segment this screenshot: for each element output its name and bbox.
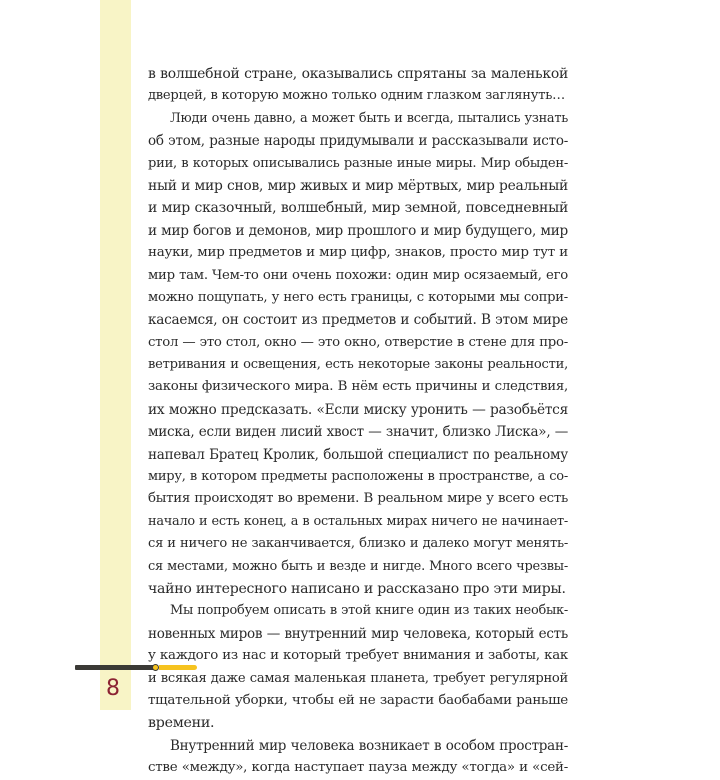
text-line: Внутренний мир человека возникает в особом простран- [170,737,568,754]
text-line: касаемся, он состоит из предметов и событий. В этом мире [148,312,568,329]
text-line: начало и есть конец, а в остальных мирах ничего не начинает- [148,513,568,529]
text-line: и мир богов и демонов, мир прошлого и мир будущего, мир [148,222,568,239]
footer-bar-accent-segment [159,665,197,670]
text-line: бытия происходят во времени. В реальном мире у всего есть [148,491,568,507]
text-line: ся местами, можно быть и везде и нигде. Много всего чрезвы- [148,558,568,574]
text-line: у каждого из нас и который требует внимания и заботы, как [148,648,568,664]
text-line: стве «между», когда наступает пауза между «тогда» и «сей- [148,760,568,776]
text-line: и мир сказочный, волшебный, мир земной, повседневный [148,200,568,217]
text-line: ветривания и освещения, есть некоторые законы реальности, [148,357,568,373]
text-line: об этом, разные народы придумывали и рассказывали исто- [148,133,568,150]
text-line: науки, мир предметов и мир цифр, знаков, просто мир тут и [148,245,568,261]
text-line: мир там. Чем-то они очень похожи: один мир осязаемый, его [148,267,568,283]
text-line: дверцей, в которую можно только одним глазком заглянуть… [148,88,565,104]
text-line: чайно интересного написано и рассказано про эти миры. [148,580,566,597]
text-line: Люди очень давно, а может быть и всегда, пытались узнать [170,110,568,126]
text-line: миска, если виден лисий хвост — значит, близко Лиска», — [148,424,568,441]
text-line: ный и мир снов, мир живых и мир мёртвых, мир реальный [148,177,568,194]
decorative-side-band [100,0,131,710]
text-line: в волшебной стране, оказывались спрятаны за маленькой [148,66,568,82]
text-line: рии, в которых описывались разные иные миры. Мир обыден- [148,155,568,171]
text-line: законы физического мира. В нём есть причины и следствия, [148,379,568,395]
text-line: Мы попробуем описать в этой книге один из таких необык- [170,603,568,619]
text-line: напевал Братец Кролик, большой специалист по реальному [148,446,568,463]
text-line: стол — это стол, окно — это окно, отверстие в стене для про- [148,334,568,350]
body-text [148,63,568,780]
page-number: 8 [106,676,120,701]
text-line: ся и ничего не заканчивается, близко и далеко могут менять- [148,536,568,552]
footer-bar-dark-segment [75,665,155,670]
text-line: и всякая даже самая маленькая планета, требует регулярной [148,670,568,686]
footer-bar-dot-icon [153,665,158,670]
text-line: можно пощупать, у него есть границы, с которыми мы сопри- [148,289,568,305]
text-line: их можно предсказать. «Если миску уронить — разобьётся [148,401,568,418]
footer-decorative-bar [75,665,197,670]
text-line: времени. [148,715,215,732]
text-line: новенных миров — внутренний мир человека, который есть [148,625,568,642]
text-line: миру, в котором предметы расположены в пространстве, а со- [148,469,568,485]
text-line: тщательной уборки, чтобы ей не зарасти баобабами раньше [148,692,568,708]
